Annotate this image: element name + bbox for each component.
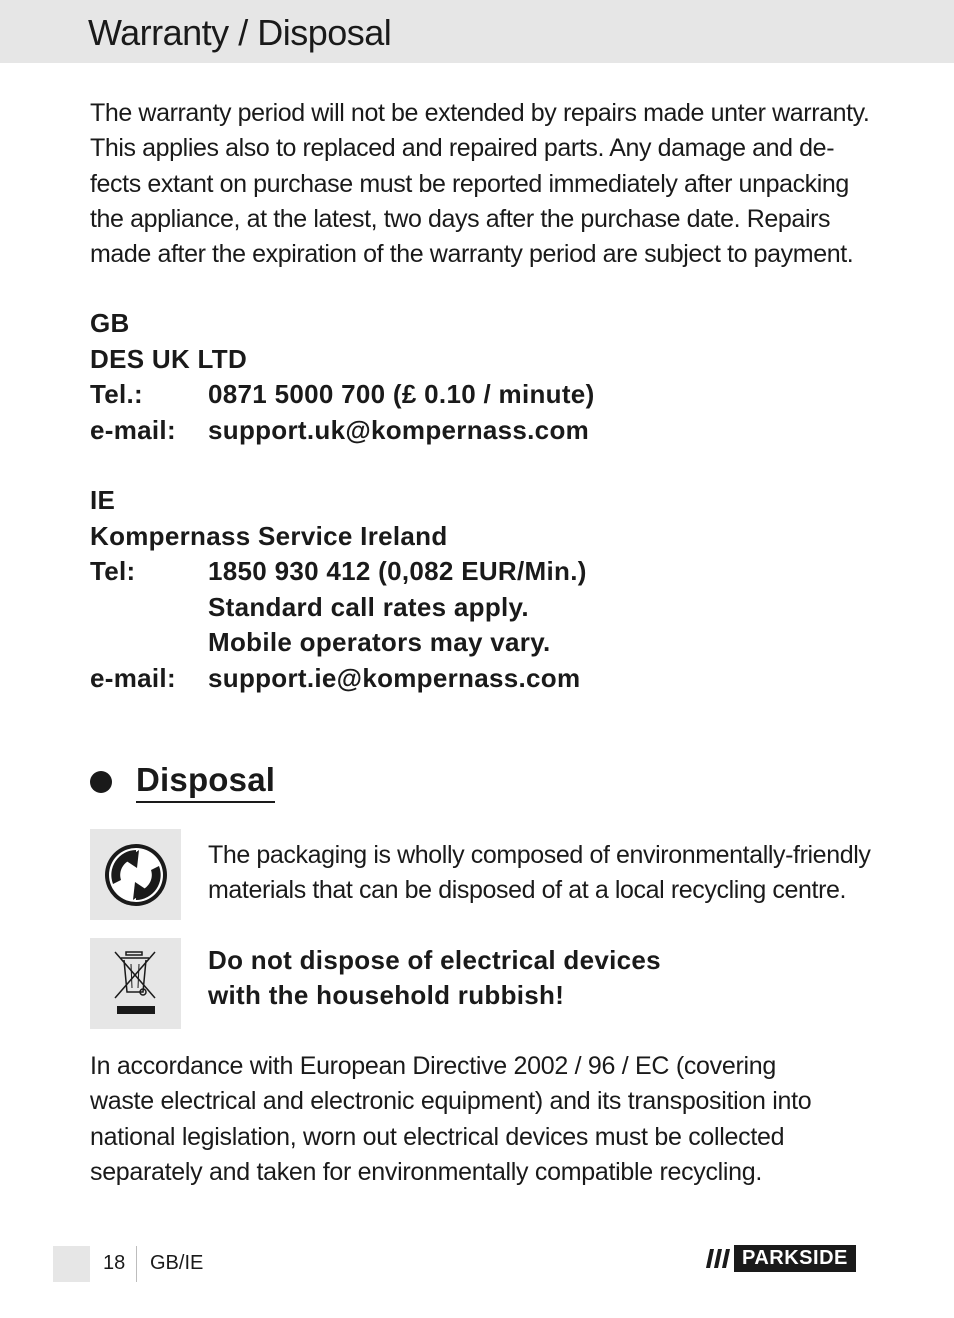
packaging-text	[208, 838, 870, 909]
gb-email-label: e-mail:	[90, 414, 176, 445]
footer-divider	[136, 1246, 137, 1282]
packaging-line: The packaging is wholly composed of environmentally-friendly	[208, 841, 871, 869]
ie-tel-row	[90, 554, 587, 590]
gb-tel-row	[90, 377, 595, 413]
ie-service-contact	[90, 483, 587, 696]
ie-company: Kompernass Service Ireland	[90, 520, 448, 551]
disposal-heading	[90, 760, 275, 803]
warranty-line: the appliance, at the latest, two days after the purchase date. Repairs	[90, 204, 831, 233]
warning-line: Do not dispose of electrical devices	[208, 945, 661, 975]
ie-tel-note	[90, 625, 587, 661]
directive-line: separately and taken for environmentally compatible recycling.	[90, 1157, 763, 1186]
warranty-line: fects extant on purchase must be reported immediately after unpacking	[90, 169, 849, 198]
footer-marker	[53, 1246, 90, 1282]
gb-email-value[interactable]: support.uk@kompernass.com	[208, 414, 590, 445]
ie-tel-label: Tel:	[90, 556, 136, 586]
language-code: GB/IE	[150, 1252, 204, 1274]
ie-country: IE	[90, 485, 116, 515]
green-dot-recycling-icon	[90, 829, 181, 920]
warranty-line: This applies also to replaced and repaired parts. Any damage and de-	[90, 134, 835, 163]
disposal-title: Disposal	[136, 760, 275, 803]
disposal-warning	[208, 943, 661, 1014]
gb-tel-label: Tel.:	[90, 379, 144, 409]
gb-company: DES UK LTD	[90, 343, 248, 374]
gb-service-contact	[90, 306, 595, 448]
directive-line: waste electrical and electronic equipment) and its transposition into	[90, 1087, 812, 1116]
warranty-line: made after the expiration of the warranty period are subject to payment.	[90, 240, 854, 269]
warranty-paragraph	[90, 96, 880, 272]
brand-stripes-icon	[704, 1245, 734, 1272]
brand-name: PARKSIDE	[734, 1245, 856, 1272]
warranty-line: The warranty period will not be extended by repairs made unter warranty.	[90, 99, 870, 127]
gb-tel-value: 0871 5000 700 (£ 0.10 / minute)	[208, 379, 595, 409]
crossed-out-wheelie-bin-icon	[90, 938, 181, 1029]
ie-email-row	[90, 661, 587, 697]
packaging-line: materials that can be disposed of at a local recycling centre.	[208, 876, 847, 905]
ie-tel-value: 1850 930 412 (0,082 EUR/Min.)	[208, 556, 587, 586]
ie-tel-note-2: Mobile operators may vary.	[208, 627, 551, 657]
page-number: 18	[103, 1252, 126, 1274]
directive-paragraph	[90, 1049, 811, 1190]
page-title: Warranty / Disposal	[88, 12, 392, 53]
gb-email-row	[90, 413, 595, 449]
section-bullet-icon	[90, 771, 112, 793]
ie-email-value[interactable]: support.ie@kompernass.com	[208, 662, 581, 693]
parkside-logo	[704, 1245, 856, 1272]
gb-country: GB	[90, 308, 130, 338]
ie-email-label: e-mail:	[90, 662, 176, 693]
directive-line: national legislation, worn out electrical devices must be collected	[90, 1122, 785, 1151]
ie-tel-note-1: Standard call rates apply.	[208, 591, 529, 622]
ie-tel-note	[90, 590, 587, 626]
warning-line: with the household rubbish!	[208, 980, 565, 1011]
directive-line: In accordance with European Directive 2002 / 96 / EC (covering	[90, 1052, 776, 1080]
